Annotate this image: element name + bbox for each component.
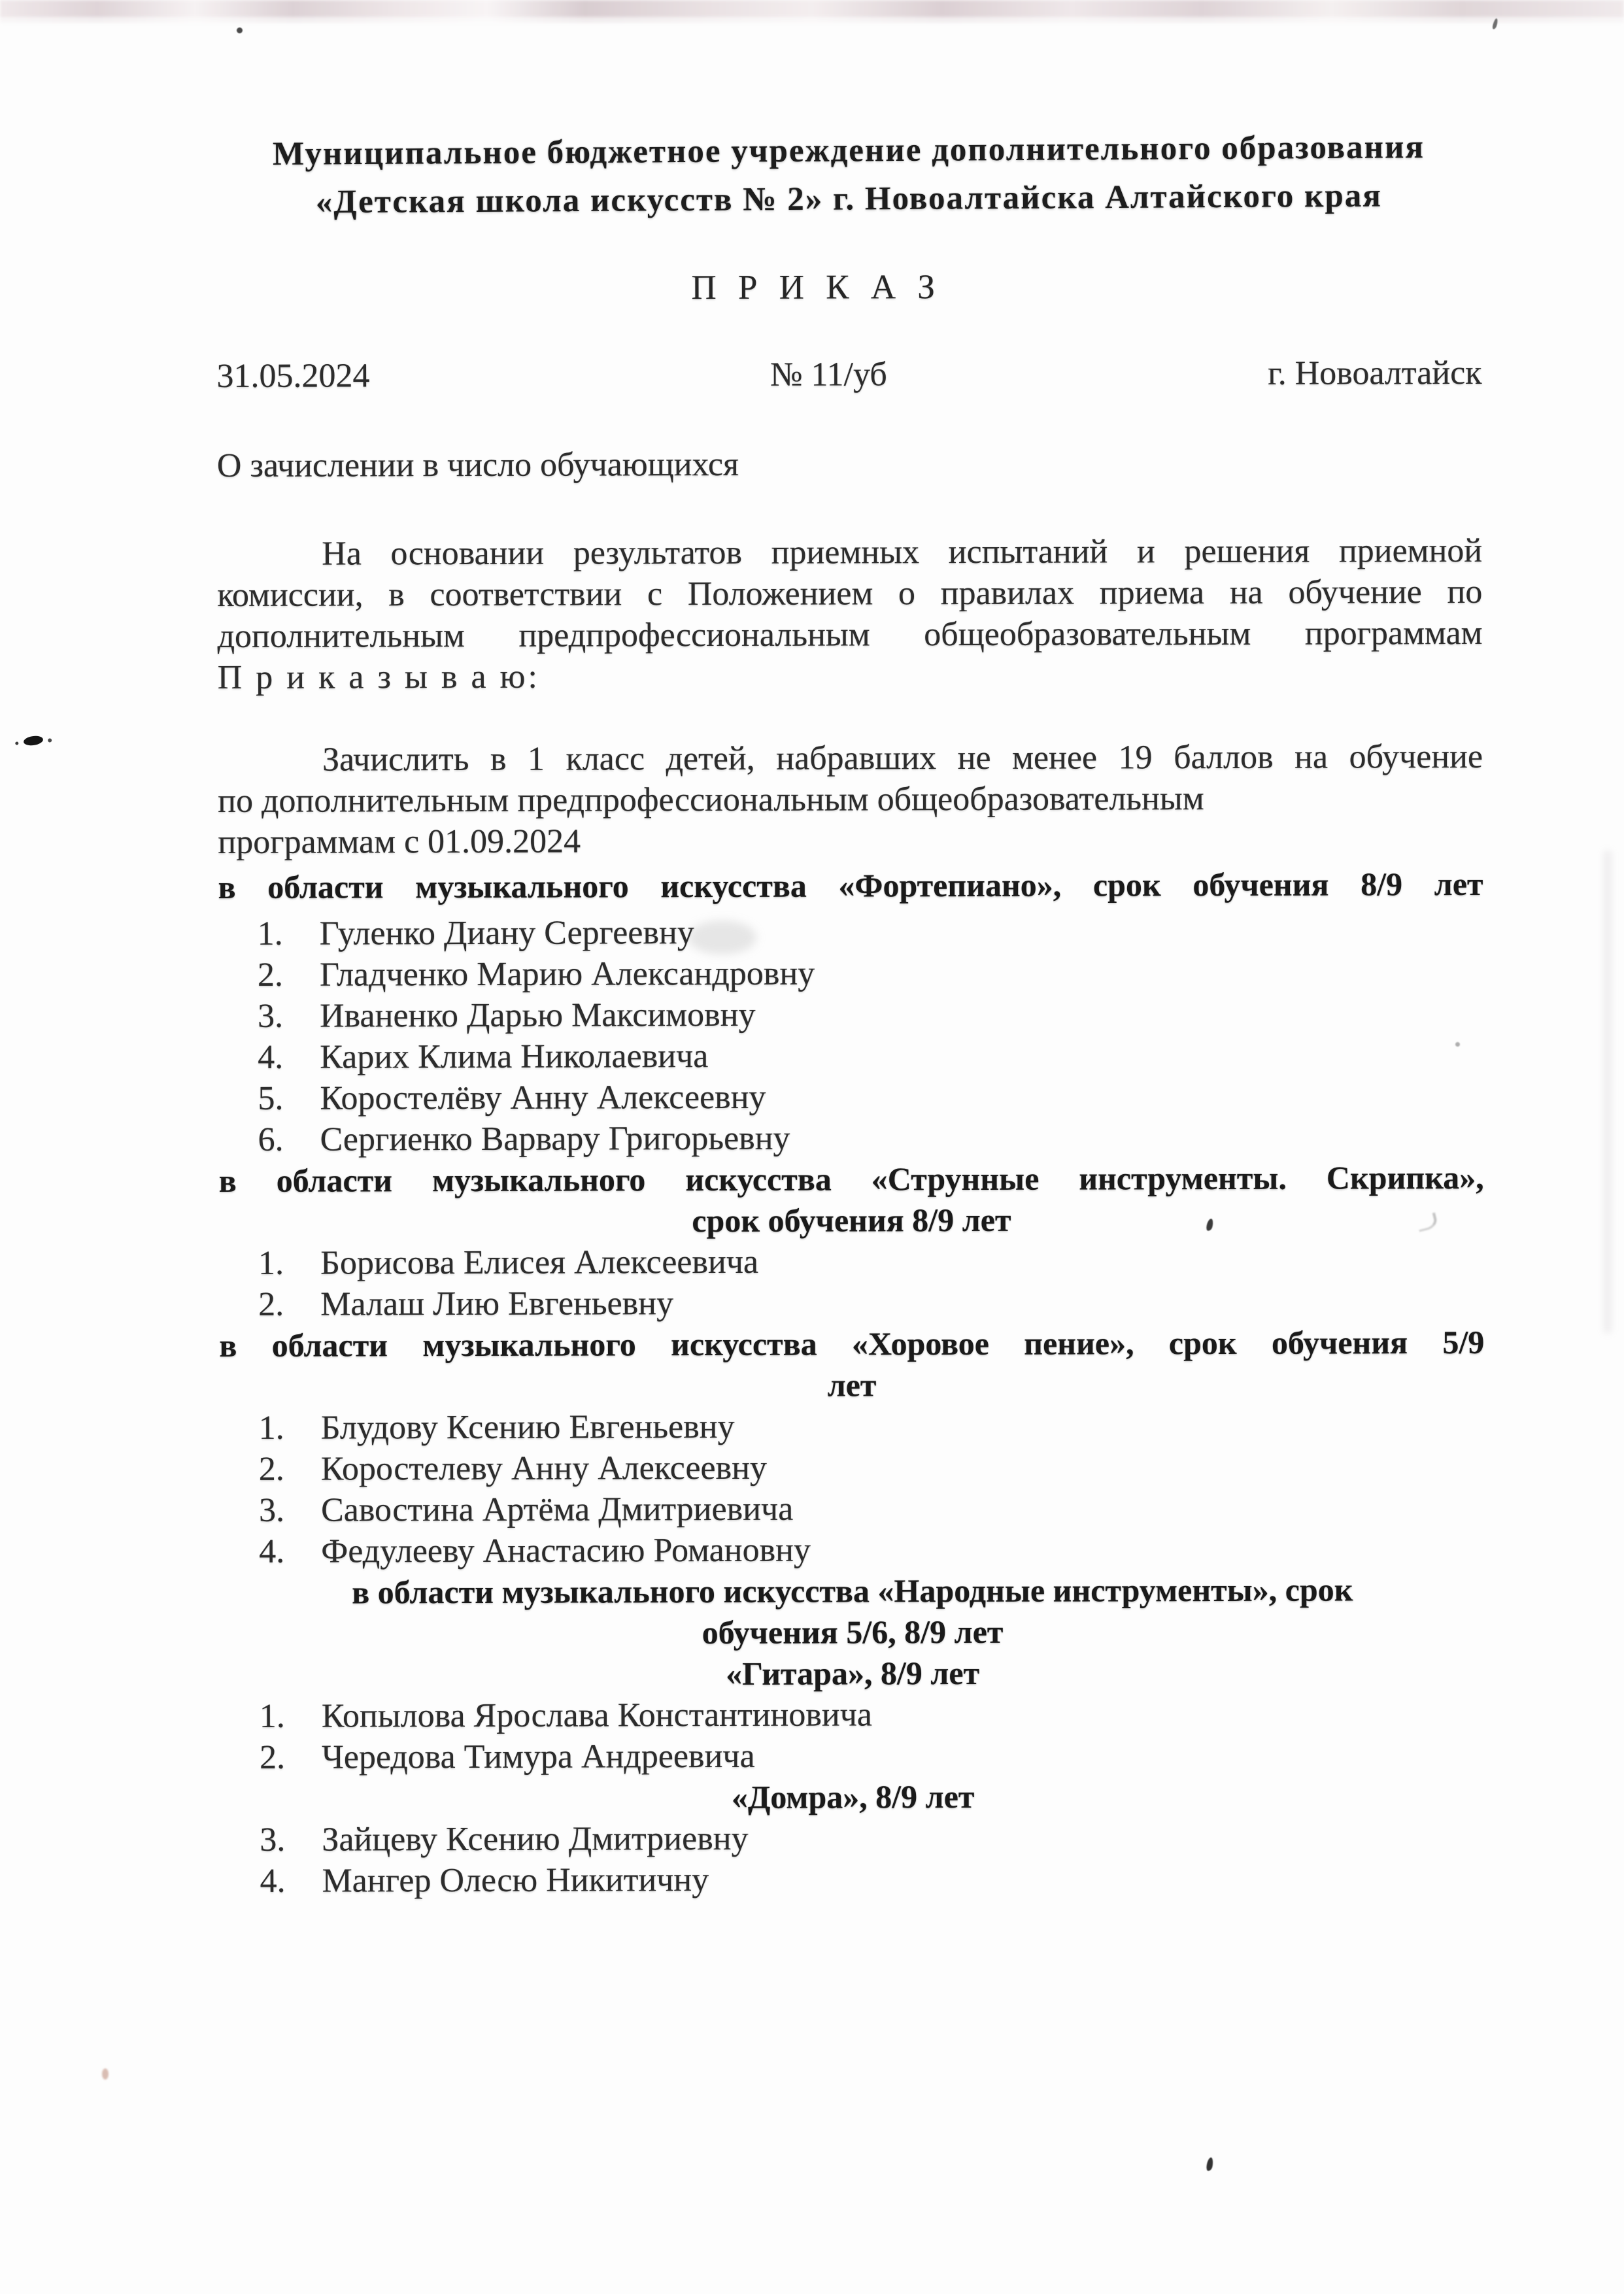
student-number: 1. xyxy=(257,915,283,953)
student-row xyxy=(219,1281,1484,1325)
section-choral-singing xyxy=(219,1322,1485,1572)
student-row xyxy=(220,1693,1485,1737)
student-row xyxy=(220,1487,1485,1531)
student-list xyxy=(218,910,1484,1160)
student-row xyxy=(218,910,1483,954)
scan-speck-artifact xyxy=(102,2068,109,2080)
student-name: Савостина Артёма Дмитриевича xyxy=(320,1490,794,1529)
order-number: № 11/уб xyxy=(770,356,887,394)
student-name: Малаш Лию Евгеньевну xyxy=(320,1285,674,1323)
student-name: Мангер Олесю Никитичну xyxy=(322,1861,709,1900)
student-name: Карих Клима Николаевича xyxy=(320,1037,709,1076)
subject-line: О зачислении в число обучающихся xyxy=(216,445,739,484)
student-row xyxy=(220,1528,1485,1572)
student-row xyxy=(220,1445,1485,1490)
section-strings-violin xyxy=(219,1157,1485,1325)
student-name: Сергиенко Варвару Григорьевну xyxy=(320,1119,790,1158)
document-content xyxy=(216,0,1486,1902)
student-row xyxy=(218,1116,1483,1160)
org-name-line1: Муниципальное бюджетное учреждение дополнительного образования xyxy=(272,129,1425,173)
student-number: 4. xyxy=(260,1862,286,1900)
student-name: Коростелеву Анну Алексеевну xyxy=(320,1449,768,1488)
student-number: 3. xyxy=(258,1491,285,1529)
student-number: 2. xyxy=(258,1285,284,1323)
student-number: 1. xyxy=(259,1697,285,1735)
preamble-line-2: комиссии, в соответствии с Положением о правилах приема на обучение по xyxy=(217,573,1483,614)
student-number: 6. xyxy=(258,1121,284,1158)
ink-blob-artifact xyxy=(23,735,44,747)
student-number: 5. xyxy=(258,1079,284,1117)
student-list xyxy=(219,1240,1484,1325)
subsection-heading: «Гитара», 8/9 лет xyxy=(726,1654,980,1692)
section-heading-line2: обучения 5/6, 8/9 лет xyxy=(702,1613,1004,1651)
directive-line-1: Зачислить в 1 класс детей, набравших не менее 19 баллов на обучение xyxy=(322,737,1483,779)
student-row xyxy=(220,1404,1485,1449)
student-name: Блудову Ксению Евгеньевну xyxy=(320,1408,735,1447)
student-name: Федулееву Анастасию Романовну xyxy=(321,1531,811,1570)
student-name: Иваненко Дарью Максимовну xyxy=(319,996,756,1035)
student-list xyxy=(220,1404,1485,1572)
student-row xyxy=(219,1240,1484,1284)
student-list xyxy=(220,1693,1485,1778)
student-list xyxy=(220,1816,1485,1902)
student-number: 2. xyxy=(259,1738,286,1776)
section-heading: в области музыкального искусства «Струнные инструменты. Скрипка», xyxy=(218,1158,1484,1199)
order-verb: П р и к а з ы в а ю: xyxy=(217,658,540,696)
student-row xyxy=(220,1816,1485,1861)
preamble-line-3: дополнительным предпрофессиональным общеобразовательным программам xyxy=(217,614,1483,655)
section-folk-instruments xyxy=(220,1569,1485,1902)
student-number: 3. xyxy=(260,1821,286,1859)
section-heading: в области музыкального искусства «Хоровое пение», срок обучения 5/9 xyxy=(219,1323,1485,1364)
student-number: 4. xyxy=(259,1532,285,1570)
student-number: 4. xyxy=(258,1038,284,1076)
student-number: 3. xyxy=(257,997,284,1035)
student-number: 2. xyxy=(257,956,283,994)
subsection-guitar xyxy=(220,1651,1485,1778)
document-title: П Р И К А З xyxy=(691,268,941,307)
student-name: Коростелёву Анну Алексеевну xyxy=(320,1078,766,1117)
student-number: 1. xyxy=(258,1244,284,1282)
document-header xyxy=(216,123,1481,228)
order-date: 31.05.2024 xyxy=(216,357,370,395)
subsection-domra xyxy=(220,1775,1485,1902)
scan-speck-artifact xyxy=(1206,2157,1213,2171)
student-name: Копылова Ярослава Константиновича xyxy=(321,1696,873,1735)
preamble-paragraph xyxy=(217,530,1483,698)
section-heading: в области музыкального искусства «Народные инструменты», срок xyxy=(352,1571,1353,1611)
order-place: г. Новоалтайск xyxy=(1268,354,1482,392)
student-row xyxy=(218,992,1483,1037)
student-number: 2. xyxy=(258,1450,284,1488)
section-heading-line2: срок обучения 8/9 лет xyxy=(692,1201,1011,1240)
student-row xyxy=(218,1075,1483,1119)
student-name: Борисова Елисея Алексеевича xyxy=(320,1243,759,1282)
section-heading-line2: лет xyxy=(827,1366,877,1404)
student-name: Гладченко Марию Александровну xyxy=(319,954,815,994)
student-row xyxy=(218,951,1483,996)
scan-edge-streak-artifact xyxy=(1603,850,1612,1334)
section-fortepiano xyxy=(218,864,1483,1160)
student-name: Зайцеву Ксению Дмитриевну xyxy=(322,1819,749,1859)
subsection-heading: «Домра», 8/9 лет xyxy=(731,1778,975,1815)
order-meta-row xyxy=(216,352,1481,397)
student-name: Гуленко Диану Сергеевну xyxy=(319,914,694,953)
directive-line-3: программам с 01.09.2024 xyxy=(218,822,581,861)
student-name: Чередова Тимура Андреевича xyxy=(321,1737,755,1776)
student-row xyxy=(220,1734,1485,1778)
preamble-line-1: На основании результатов приемных испытаний и решения приемной xyxy=(322,531,1483,573)
directive-paragraph xyxy=(218,736,1483,863)
student-row xyxy=(218,1034,1483,1078)
student-row xyxy=(220,1857,1485,1902)
section-heading: в области музыкального искусства «Фортепиано», срок обучения 8/9 лет xyxy=(218,865,1483,905)
directive-line-2: по дополнительным предпрофессиональным общеобразовательным xyxy=(218,780,1204,820)
student-number: 1. xyxy=(258,1409,284,1447)
org-name-line2: «Детская школа искусств № 2» г. Новоалтайска Алтайского края xyxy=(315,177,1383,221)
